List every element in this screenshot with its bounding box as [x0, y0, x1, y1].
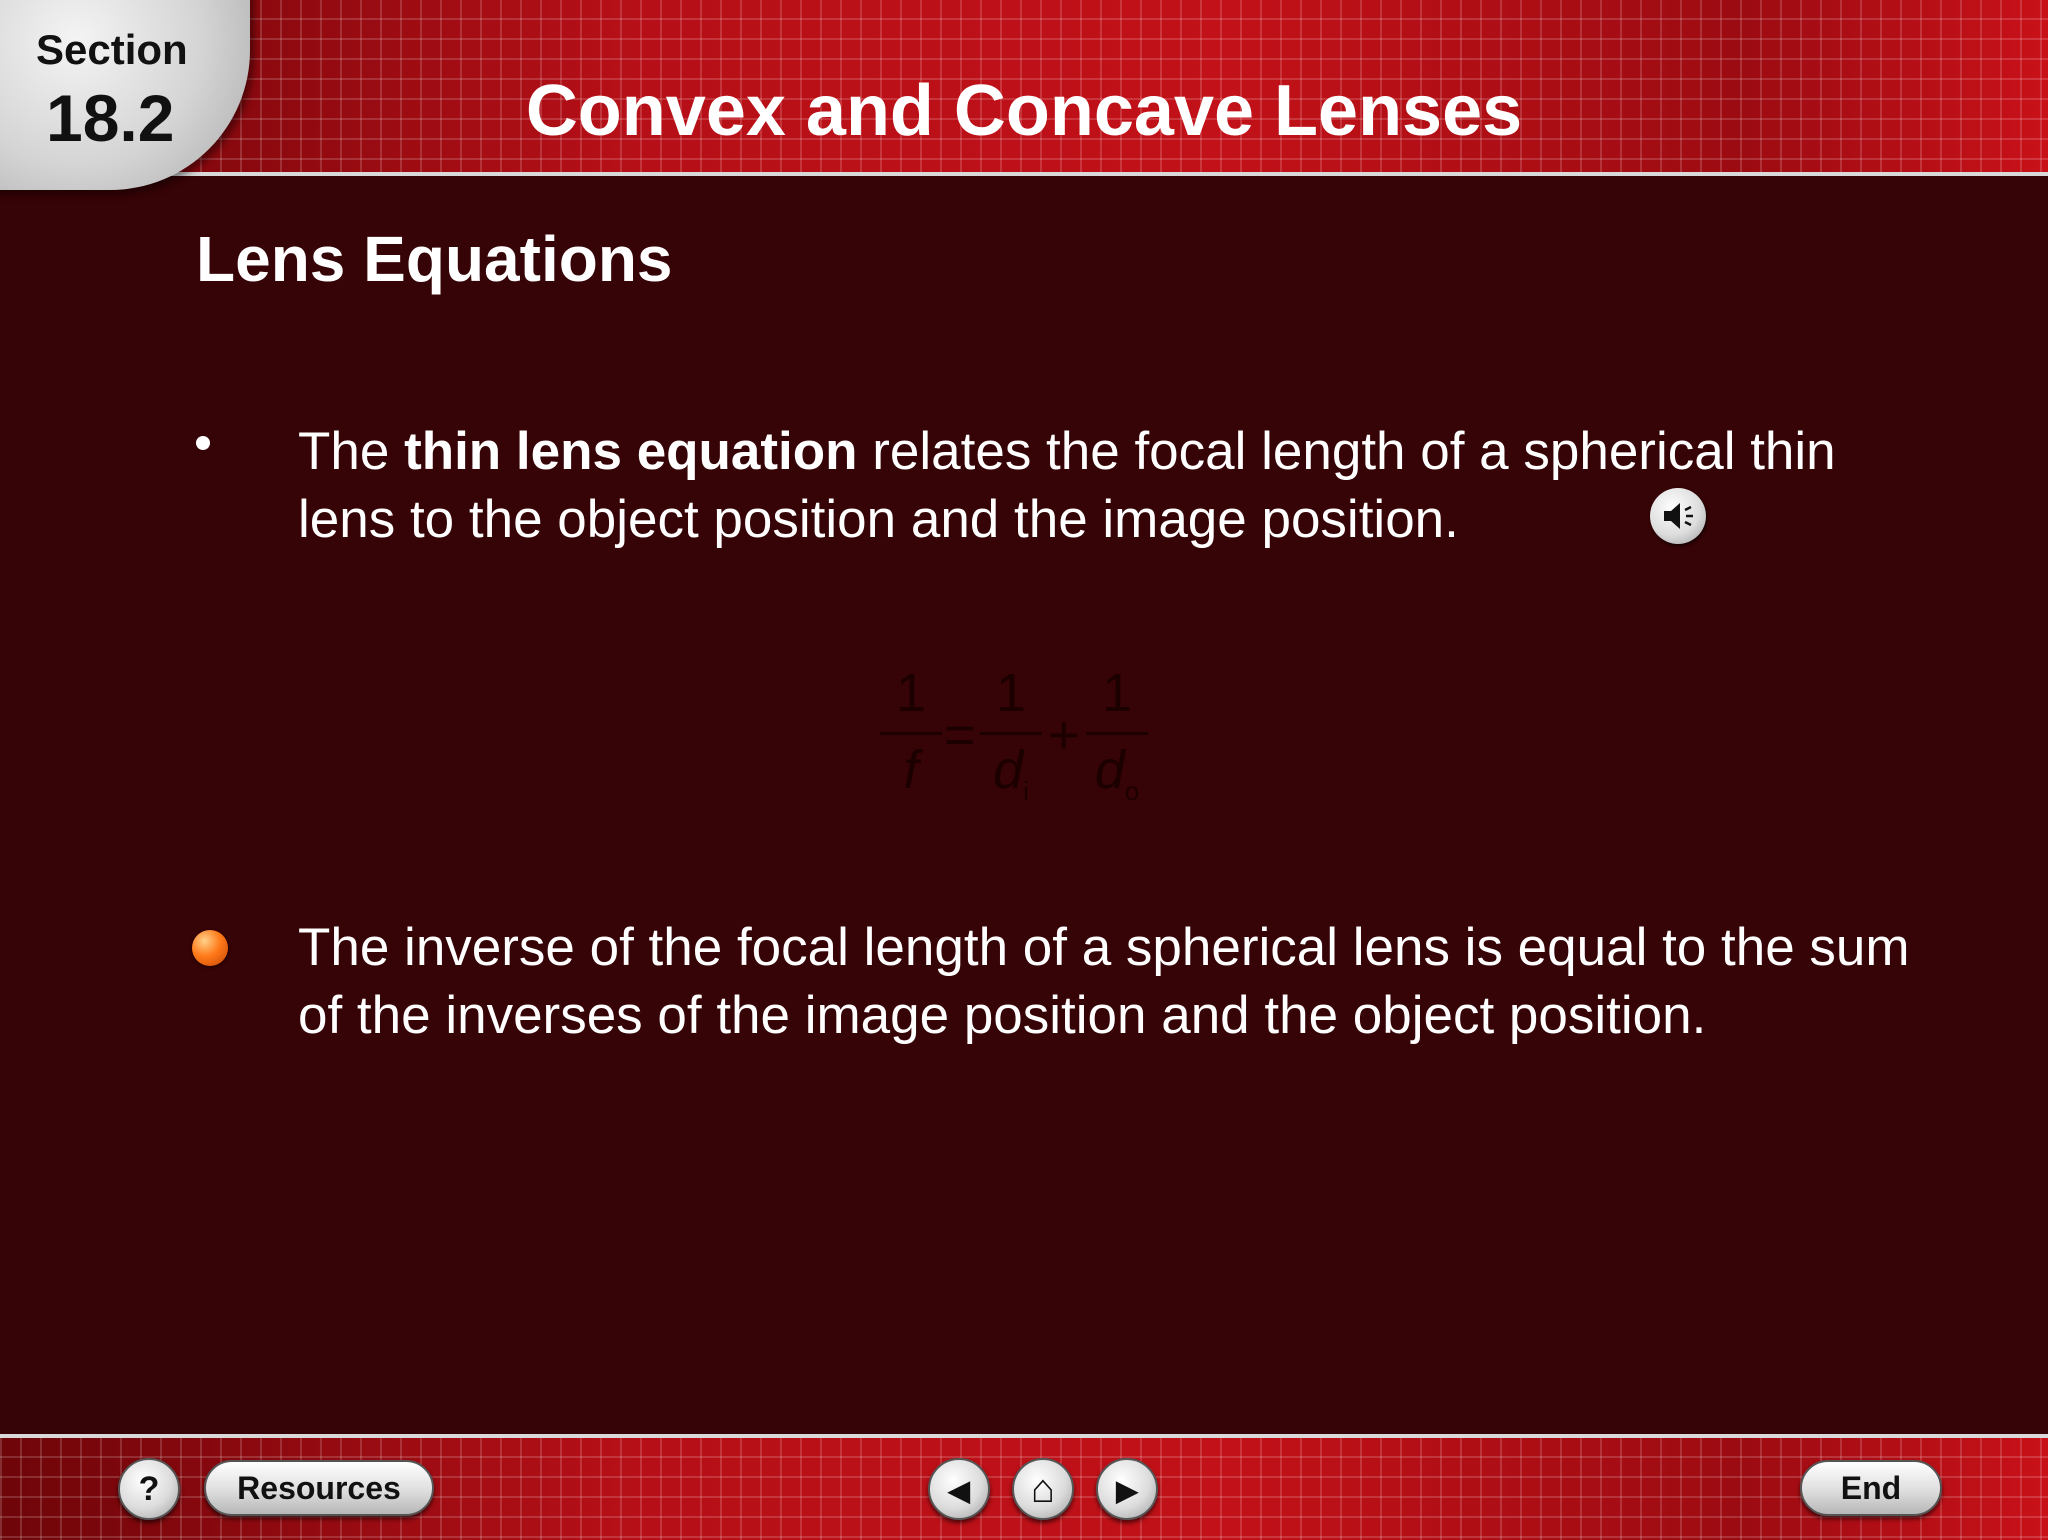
section-number: 18.2 — [46, 81, 175, 155]
numerator: 1 — [995, 663, 1027, 723]
bullet-dot-icon — [196, 436, 210, 450]
denominator: f — [903, 740, 919, 800]
den-d: d — [1094, 740, 1125, 800]
plus-sign: + — [1048, 705, 1080, 765]
help-button[interactable] — [118, 1458, 180, 1520]
numerator: 1 — [895, 663, 927, 723]
next-arrow-icon: ▶ — [1116, 1475, 1138, 1506]
bullet1-bold: thin lens equation — [404, 422, 858, 481]
bullet1-after: relates the focal length of a spherical thin lens to the object position and the image position. — [298, 422, 1836, 549]
end-button[interactable]: End — [1800, 1460, 1942, 1516]
fraction-1-over-di — [980, 660, 1042, 805]
slide-subtitle: Lens Equations — [196, 223, 673, 295]
header-bar — [0, 0, 2048, 176]
numerator: 1 — [1101, 663, 1133, 723]
page-title-text: Convex and Concave Lenses — [525, 71, 1523, 151]
denominator — [980, 735, 1042, 805]
footer-bar — [0, 1434, 2048, 1540]
orange-bullet-icon — [192, 930, 228, 966]
resources-button[interactable]: Resources — [204, 1460, 434, 1516]
bullet-inverse-focal: The inverse of the focal length of a spherical lens is equal to the sum of the inverses of the image position and the object position. — [298, 918, 1910, 1045]
speaker-icon[interactable] — [1650, 488, 1706, 544]
equals-sign: = — [944, 705, 976, 765]
den-sub-o: o — [1124, 775, 1140, 806]
fraction-1-over-do — [1086, 660, 1148, 805]
home-icon: ⌂ — [1030, 1467, 1056, 1511]
thin-lens-equation — [880, 660, 1180, 830]
den-d: d — [993, 740, 1024, 800]
section-label: Section — [36, 26, 188, 73]
next-button[interactable] — [1096, 1458, 1158, 1520]
prev-button[interactable] — [928, 1458, 990, 1520]
page-title — [0, 70, 2048, 152]
help-icon: ? — [138, 1470, 160, 1508]
home-button[interactable] — [1012, 1458, 1074, 1520]
fraction-1-over-f — [880, 660, 942, 805]
bullet1-before: The — [298, 422, 405, 481]
prev-arrow-icon: ◀ — [948, 1475, 970, 1506]
denominator — [1086, 735, 1148, 805]
den-sub-i: i — [1023, 775, 1029, 806]
